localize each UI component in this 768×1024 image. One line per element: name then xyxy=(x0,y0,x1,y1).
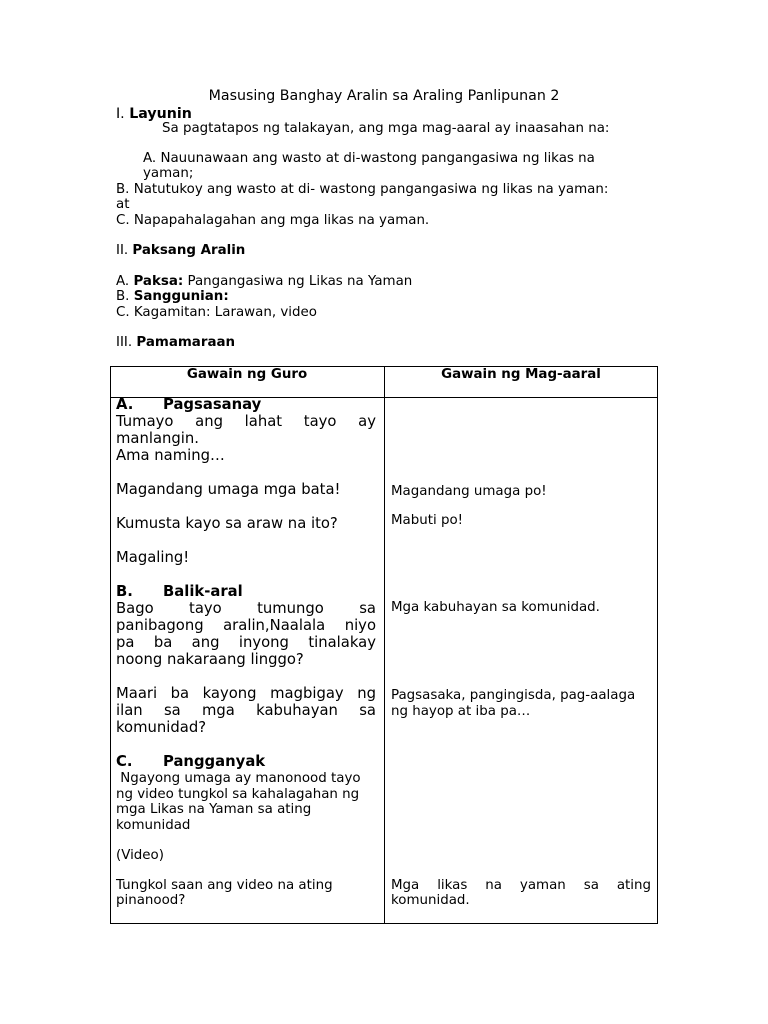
part-a-heading xyxy=(116,396,262,413)
section-2-title: Paksang Aralin xyxy=(132,243,246,258)
magaaral-response-5-line2: komunidad. xyxy=(391,893,470,908)
guro-kabuhayan-line2: ilan sa mga kabuhayan sa xyxy=(116,702,376,719)
guro-balikaral-line2: panibagong aralin,Naalala niyo xyxy=(116,617,376,634)
section-1-title: Layunin xyxy=(129,106,192,122)
guro-video-note: (Video) xyxy=(116,848,164,863)
part-a-title: Pagsasanay xyxy=(163,396,262,413)
part-c-letter: C. xyxy=(116,753,133,770)
document-title: Masusing Banghay Aralin sa Araling Panlipunan 2 xyxy=(208,88,560,104)
objective-c: C. Napapahalagahan ang mga likas na yaman. xyxy=(116,213,430,228)
guro-tanong-line2: pinanood? xyxy=(116,893,186,908)
guro-kabuhayan-line3: komunidad? xyxy=(116,719,207,736)
guro-tanong-line1: Tungkol saan ang video na ating xyxy=(116,878,333,893)
part-b-heading xyxy=(116,583,243,600)
magaaral-response-3: Mga kabuhayan sa komunidad. xyxy=(391,600,600,615)
header-gawain-guro: Gawain ng Guro xyxy=(186,367,308,382)
magaaral-response-2: Mabuti po! xyxy=(391,513,464,528)
guro-balikaral-line1: Bago tayo tumungo sa xyxy=(116,600,376,617)
guro-pagsasanay-line1: Tumayo ang lahat tayo ay xyxy=(116,413,376,430)
section-2-number: II. xyxy=(116,243,129,258)
guro-kabuhayan-line1: Maari ba kayong magbigay ng xyxy=(116,685,376,702)
part-b-letter: B. xyxy=(116,583,133,600)
guro-balikaral-line3: pa ba ang inyong tinalakay xyxy=(116,634,376,651)
objective-b-line1: B. Natutukoy ang wasto at di- wastong pangangasiwa ng likas na yaman: xyxy=(116,182,609,197)
section-2-heading xyxy=(116,244,245,257)
section-3-title: Pamamaraan xyxy=(136,335,236,350)
guro-pangganyak-line3: mga Likas na Yaman sa ating xyxy=(116,802,312,817)
guro-kumusta: Kumusta kayo sa araw na ito? xyxy=(116,515,338,532)
header-gawain-magaaral: Gawain ng Mag-aaral xyxy=(441,367,601,382)
guro-pangganyak-line2: ng video tungkol sa kahalagahan ng xyxy=(116,787,360,802)
sanggunian-label: Sanggunian: xyxy=(133,289,229,304)
section-1-number: I. xyxy=(116,106,125,122)
section-3-heading xyxy=(116,336,235,349)
paksa-line xyxy=(116,275,412,288)
paksa-label: Paksa: xyxy=(133,274,184,289)
paksa-value: Pangangasiwa ng Likas na Yaman xyxy=(187,274,413,289)
guro-pangganyak-line4: komunidad xyxy=(116,818,191,833)
guro-balikaral-line4: noong nakaraang linggo? xyxy=(116,651,304,668)
part-c-heading xyxy=(116,753,266,770)
paksa-prefix: A. xyxy=(116,274,130,289)
magaaral-response-5-line1: Mga likas na yaman sa ating xyxy=(391,878,651,893)
sanggunian-prefix: B. xyxy=(116,289,130,304)
part-c-title: Pangganyak xyxy=(163,753,266,770)
guro-pagsasanay-line2: manlangin. xyxy=(116,430,200,447)
kagamitan-line: C. Kagamitan: Larawan, video xyxy=(116,305,317,320)
objectives-intro: Sa pagtatapos ng talakayan, ang mga mag-aaral ay inaasahan na: xyxy=(162,121,610,136)
objective-b-line2: at xyxy=(116,197,130,212)
magaaral-response-4-line2: ng hayop at iba pa… xyxy=(391,704,531,719)
guro-greeting: Magandang umaga mga bata! xyxy=(116,481,341,498)
objective-a-line2: yaman; xyxy=(143,166,194,181)
part-b-title: Balik-aral xyxy=(163,583,243,600)
guro-pangganyak-line1: Ngayong umaga ay manonood tayo xyxy=(116,771,361,786)
table-column-divider xyxy=(384,367,385,923)
part-a-letter: A. xyxy=(116,396,134,413)
objective-a-line1: A. Nauunawaan ang wasto at di-wastong pangangasiwa ng likas na xyxy=(143,151,595,166)
section-1-heading xyxy=(116,107,192,121)
guro-pagsasanay-line3: Ama naming… xyxy=(116,447,225,464)
sanggunian-line xyxy=(116,290,229,303)
guro-magaling: Magaling! xyxy=(116,549,190,566)
section-3-number: III. xyxy=(116,335,133,350)
magaaral-response-1: Magandang umaga po! xyxy=(391,484,547,499)
magaaral-response-4-line1: Pagsasaka, pangingisda, pag-aalaga xyxy=(391,688,636,703)
